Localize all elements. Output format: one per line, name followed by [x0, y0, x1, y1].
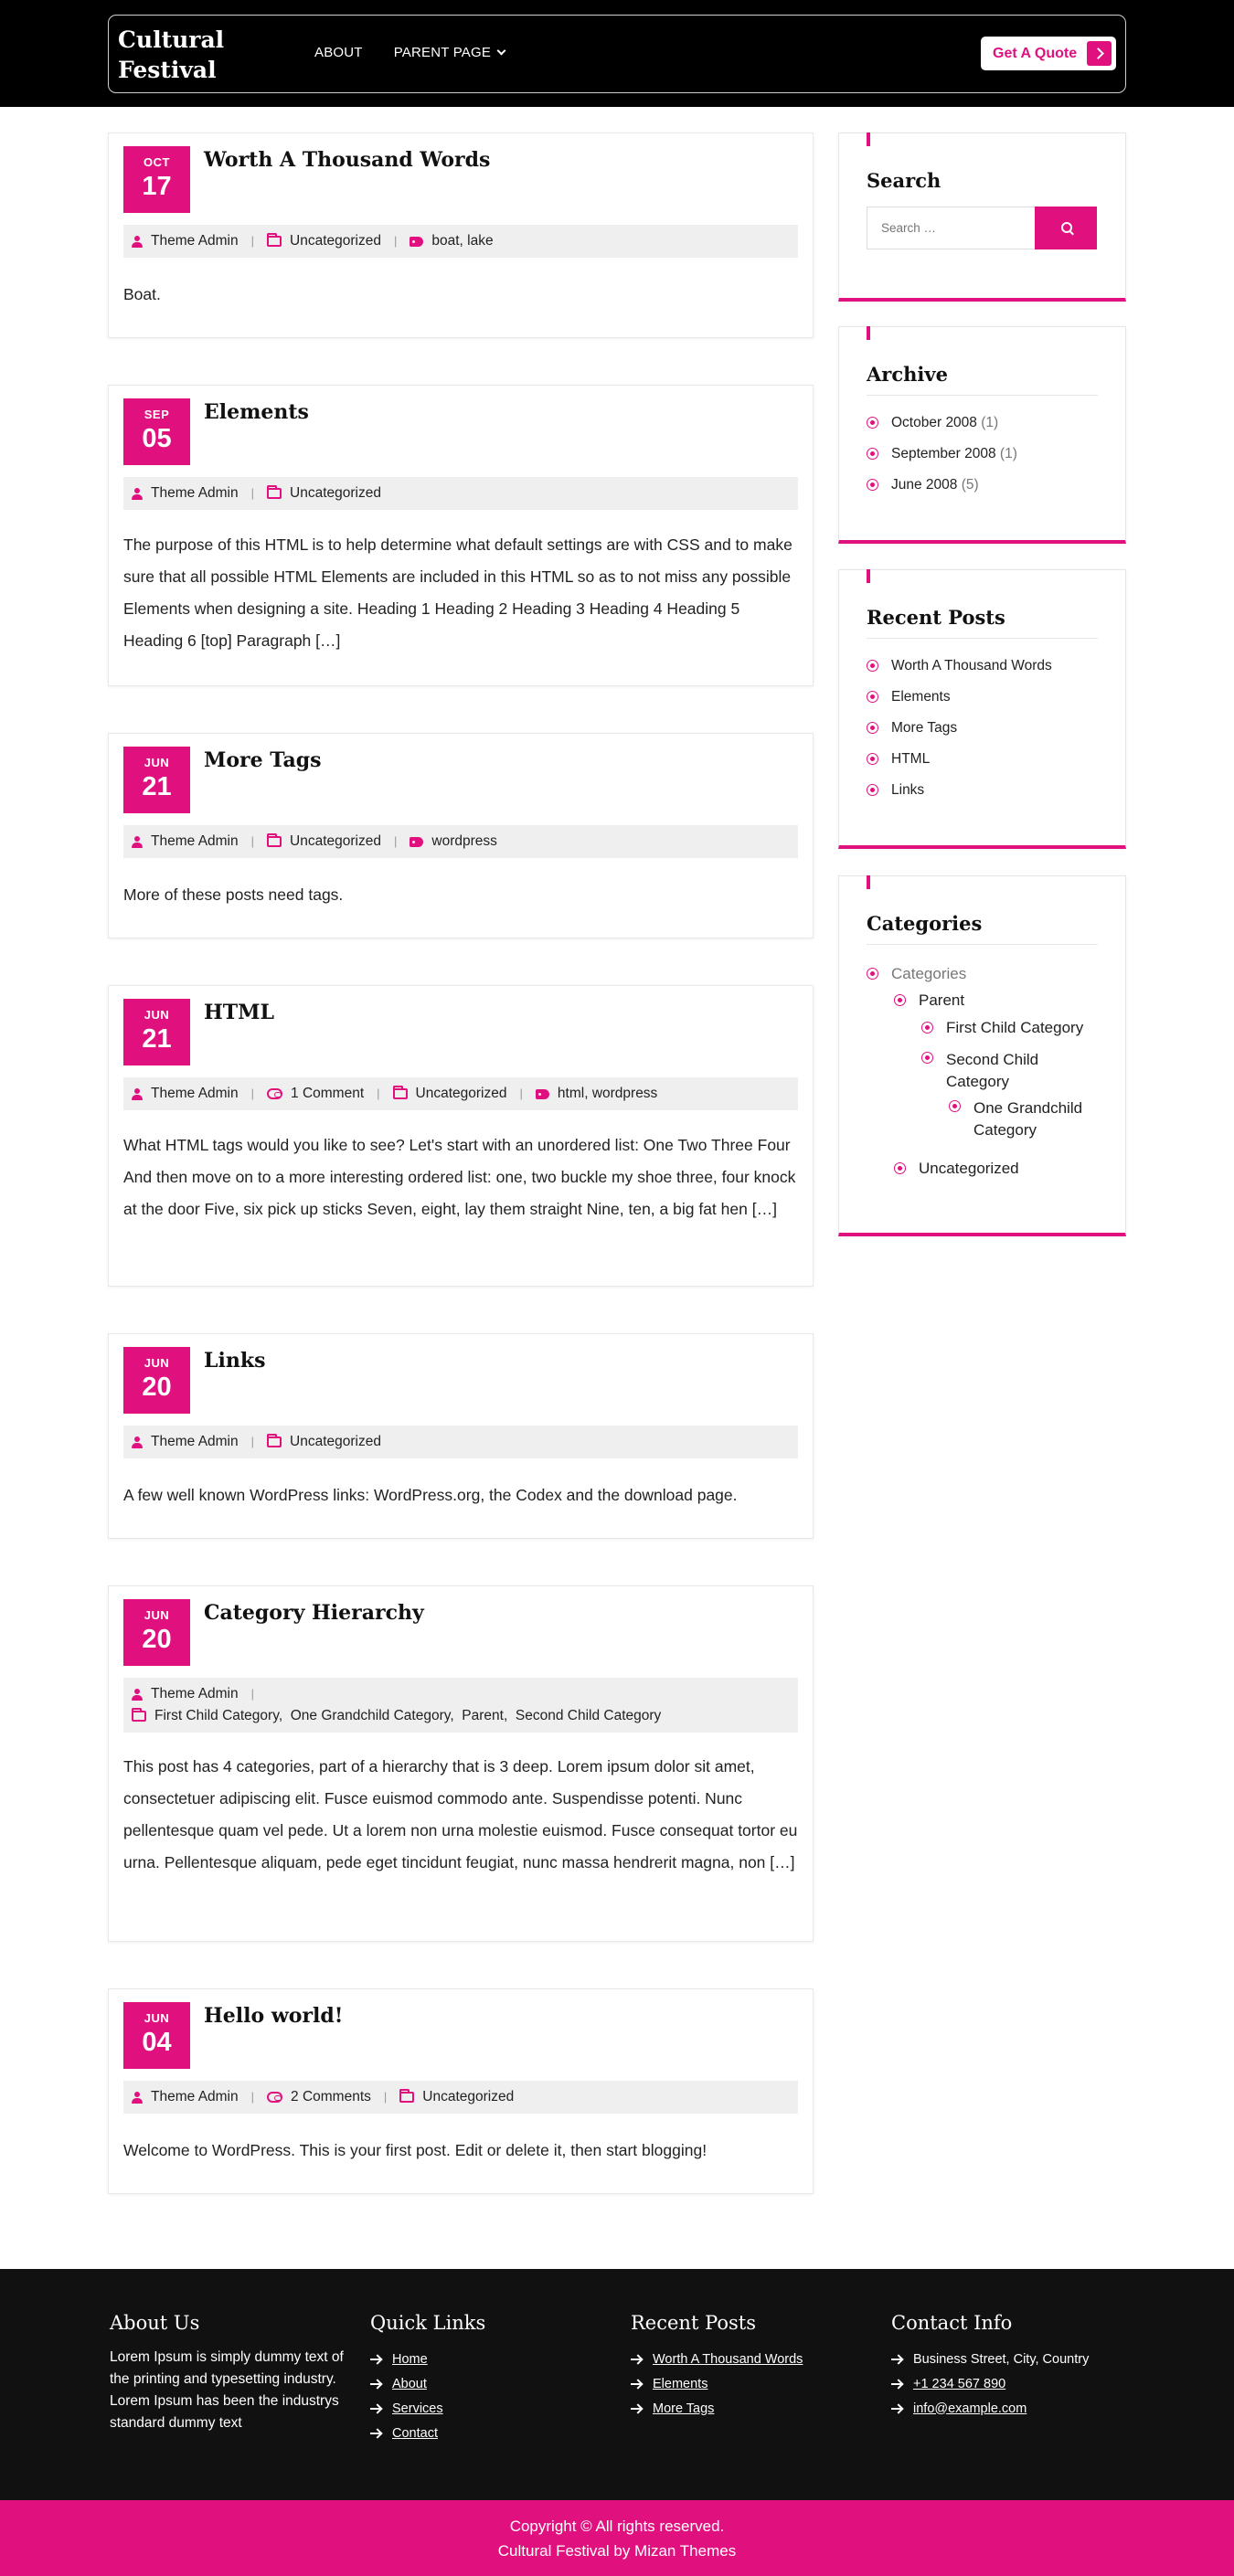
post-category[interactable]: Uncategorized: [422, 2089, 515, 2104]
category-link[interactable]: One Grandchild Category: [973, 1099, 1083, 1139]
category-item[interactable]: [867, 965, 966, 983]
post-title[interactable]: Worth A Thousand Words: [204, 148, 491, 172]
category-item[interactable]: [921, 1049, 1077, 1093]
post-title[interactable]: Links: [204, 1349, 266, 1373]
footer-link-about[interactable]: About: [392, 2376, 427, 2391]
post-date-badge: [123, 2002, 190, 2069]
search-form: [867, 207, 1098, 249]
post-date-badge: [123, 1347, 190, 1414]
folder-icon: [267, 236, 282, 247]
category-link[interactable]: Second Child Category: [946, 1051, 1039, 1090]
bullet-icon: [867, 722, 878, 734]
post-tag[interactable]: html: [557, 1086, 585, 1101]
meta-separator: |: [250, 2090, 255, 2104]
footer-link-item: [631, 2396, 803, 2421]
list-item[interactable]: [867, 719, 1098, 737]
footer-email-link[interactable]: info@example.com: [913, 2401, 1027, 2416]
post-excerpt: Boat.: [123, 285, 161, 303]
categories-widget: [838, 875, 1126, 1236]
arrow-right-icon: [370, 2408, 381, 2410]
footer-link-item: [370, 2396, 485, 2421]
widget-title: Archive: [867, 363, 1098, 396]
post-title[interactable]: More Tags: [204, 748, 322, 772]
post-tag[interactable]: wordpress: [431, 833, 497, 849]
post-month: JUN: [144, 1356, 170, 1370]
arrow-right-icon: [370, 2433, 381, 2434]
footer-recent-link[interactable]: Elements: [653, 2376, 708, 2391]
nav-item-parent-page[interactable]: [394, 45, 505, 60]
footer-link-item: [631, 2347, 803, 2371]
post-date-badge: [123, 999, 190, 1065]
folder-icon: [132, 1711, 146, 1722]
list-item[interactable]: [867, 476, 1098, 494]
post-author[interactable]: Theme Admin: [151, 2089, 239, 2104]
archive-count: (1): [999, 446, 1017, 461]
tag-icon: [410, 837, 423, 847]
category-item[interactable]: [894, 1160, 1019, 1178]
get-a-quote-button[interactable]: [981, 37, 1116, 70]
post-month: JUN: [144, 1608, 170, 1622]
post-title[interactable]: Hello world!: [204, 2004, 344, 2028]
post-day: 04: [142, 2028, 172, 2057]
post-category[interactable]: Uncategorized: [290, 485, 381, 501]
archive-link[interactable]: October 2008: [891, 415, 977, 430]
post-category[interactable]: Second Child Category: [515, 1708, 662, 1723]
arrow-right-icon: [631, 2383, 642, 2385]
post-card: [108, 985, 814, 1287]
widget-title: Categories: [867, 912, 1098, 945]
bullet-icon: [894, 1162, 906, 1174]
footer-contact-info: [891, 2312, 1089, 2421]
archive-widget: [838, 326, 1126, 544]
user-icon: [132, 2092, 143, 2104]
footer-about: [110, 2312, 352, 2434]
post-comments[interactable]: 2 Comments: [291, 2089, 371, 2104]
list-item[interactable]: [867, 414, 1098, 432]
bullet-icon: [921, 1052, 933, 1064]
footer-link-item: [370, 2421, 485, 2445]
post-category[interactable]: Uncategorized: [290, 1434, 381, 1449]
post-date-badge: [123, 747, 190, 813]
post-excerpt: Welcome to WordPress. This is your first post. Edit or delete it, then start blogging!: [123, 2141, 707, 2159]
meta-separator: |: [250, 1435, 255, 1448]
post-meta: Theme Admin | First Child Category, One Grandchild Category, Parent, Second Child Category: [123, 1678, 798, 1733]
bullet-icon: [867, 448, 878, 460]
meta-separator: |: [519, 1087, 523, 1100]
post-card: [108, 385, 814, 686]
post-category[interactable]: Uncategorized: [290, 233, 381, 249]
folder-icon: [393, 1088, 408, 1099]
post-day: 20: [142, 1373, 172, 1402]
arrow-right-icon: [891, 2359, 902, 2360]
archive-link[interactable]: September 2008: [891, 446, 996, 461]
footer-heading: Recent Posts: [631, 2312, 756, 2334]
footer-recent-link[interactable]: More Tags: [653, 2401, 715, 2416]
recent-post-link[interactable]: Worth A Thousand Words: [891, 658, 1052, 673]
footer-phone-link[interactable]: +1 234 567 890: [913, 2376, 1006, 2391]
post-author[interactable]: Theme Admin: [151, 1434, 239, 1449]
main-nav: [314, 45, 505, 60]
post-card: [108, 1988, 814, 2194]
arrow-right-icon: [370, 2383, 381, 2385]
bullet-icon: [921, 1022, 933, 1034]
bullet-icon: [949, 1100, 961, 1112]
post-category[interactable]: Parent: [462, 1708, 504, 1723]
folder-icon: [267, 836, 282, 847]
nav-item-label: PARENT PAGE: [393, 45, 492, 60]
footer-about-text: Lorem Ipsum is simply dummy text of the printing and typesetting industry. Lorem Ipsum has been the industrys standard dummy text: [110, 2349, 344, 2431]
copyright-bar: [0, 2500, 1234, 2576]
meta-separator: |: [250, 1087, 255, 1100]
footer-quick-links: [370, 2312, 485, 2445]
footer-link-item: [370, 2371, 485, 2396]
post-day: 21: [142, 1024, 172, 1054]
post-category[interactable]: Uncategorized: [415, 1086, 507, 1101]
theme-credit[interactable]: Cultural Festival by Mizan Themes: [497, 2542, 737, 2560]
recent-post-link[interactable]: HTML: [891, 751, 931, 767]
post-category[interactable]: Uncategorized: [290, 833, 381, 849]
category-link[interactable]: Uncategorized: [919, 1160, 1019, 1177]
header-box: [108, 15, 1126, 93]
meta-separator: |: [250, 1687, 255, 1701]
comments-icon: [267, 1088, 282, 1099]
post-excerpt: What HTML tags would you like to see? Let's start with an unordered list: One Two Three Four And then move on to a more interesting ordered list: one, two buckle my shoe three, four knock at the door Five, six pick up sticks Seven, eight, lay them straight Nine, ten, a big fat hen […]: [123, 1136, 796, 1218]
post-date-badge: [123, 146, 190, 213]
footer-contact-item: [891, 2371, 1089, 2396]
bullet-icon: [894, 994, 906, 1006]
bullet-icon: [867, 968, 878, 980]
meta-separator: |: [393, 234, 398, 248]
site-header: [0, 0, 1234, 107]
post-meta: [123, 1426, 798, 1458]
tag-icon: [536, 1089, 549, 1099]
meta-separator: |: [377, 1087, 380, 1100]
post-author[interactable]: Theme Admin: [151, 1086, 239, 1101]
footer-recent-link[interactable]: Worth A Thousand Words: [653, 2351, 803, 2367]
nav-item-label: ABOUT: [314, 45, 363, 60]
post-title[interactable]: Elements: [204, 400, 309, 424]
post-author[interactable]: Theme Admin: [151, 485, 239, 501]
post-meta: Theme Admin | 1 Comment | Uncategorized | html, wordpress: [123, 1077, 798, 1110]
post-author[interactable]: Theme Admin: [151, 833, 239, 849]
meta-separator: |: [250, 234, 255, 248]
archive-link[interactable]: June 2008: [891, 477, 958, 493]
user-icon: [132, 488, 143, 500]
category-link[interactable]: First Child Category: [946, 1019, 1084, 1036]
recent-post-link[interactable]: Elements: [891, 689, 951, 705]
footer-contact-item: [891, 2396, 1089, 2421]
post-category[interactable]: One Grandchild Category: [290, 1708, 451, 1723]
post-card: [108, 133, 814, 338]
user-icon: [132, 1088, 143, 1100]
footer-contact-item: [891, 2347, 1089, 2371]
post-author[interactable]: Theme Admin: [151, 233, 239, 249]
post-day: 17: [142, 172, 172, 201]
post-title[interactable]: Category Hierarchy: [204, 1601, 424, 1625]
widget-title: Search: [867, 169, 941, 192]
category-link[interactable]: Parent: [919, 991, 965, 1009]
footer-heading: About Us: [110, 2312, 200, 2334]
tag-icon: [410, 237, 423, 247]
post-meta: [123, 2081, 798, 2114]
post-month: JUN: [144, 756, 170, 769]
archive-count: (5): [961, 477, 979, 493]
post-meta: [123, 825, 798, 858]
category-item[interactable]: [921, 1019, 1083, 1037]
post-meta: Theme Admin | Uncategorized | boat, lake: [123, 225, 798, 258]
post-tag[interactable]: lake: [467, 233, 494, 249]
recent-post-link[interactable]: More Tags: [891, 720, 958, 736]
bullet-icon: [867, 479, 878, 491]
list-item[interactable]: [867, 445, 1098, 463]
meta-separator: |: [393, 834, 398, 848]
copyright-text: Copyright © All rights reserved.: [509, 2518, 725, 2535]
bullet-icon: [867, 691, 878, 703]
meta-separator: |: [383, 2090, 388, 2104]
site-footer: [0, 2269, 1234, 2500]
bullet-icon: [867, 417, 878, 429]
post-card: [108, 733, 814, 938]
list-item[interactable]: [867, 688, 1098, 706]
footer-recent-posts: [631, 2312, 803, 2421]
main-content: [0, 107, 1234, 2269]
folder-icon: [399, 2092, 414, 2103]
post-excerpt: The purpose of this HTML is to help determine what default settings are with CSS and to make sure that all possible HTML Elements are included in this HTML so as to not miss any possible Elements when designing a site. Heading 1 Heading 2 Heading 3 Heading 4 Heading 5 Heading 6 [top] Paragraph […]: [123, 535, 793, 650]
post-card: [108, 1333, 814, 1539]
post-day: 20: [142, 1625, 172, 1654]
category-item[interactable]: [894, 991, 964, 1010]
comments-icon: [267, 2092, 282, 2103]
chevron-down-icon: [497, 47, 506, 56]
arrow-right-icon: [370, 2359, 381, 2360]
bullet-icon: [867, 753, 878, 765]
footer-heading: Quick Links: [370, 2312, 486, 2334]
post-day: 05: [142, 424, 172, 453]
archive-list: [867, 414, 1098, 494]
post-excerpt: This post has 4 categories, part of a hierarchy that is 3 deep. Lorem ipsum dolor sit amet, consectetuer adipiscing elit. Fusce euismod commodo ante. Suspendisse potenti. Nunc pellentesque quam vel pede. Ut a lorem non urna molestie euismod. Fusce consequat tortor eu urna. Pellentesque aliquam, pede eget tincidunt feugiat, nunc massa hendrerit magna, non […]: [123, 1757, 798, 1871]
user-icon: [132, 1436, 143, 1448]
list-item[interactable]: [867, 657, 1098, 675]
folder-icon: [267, 488, 282, 499]
post-month: OCT: [144, 155, 170, 169]
post-excerpt: More of these posts need tags.: [123, 885, 344, 904]
site-brand[interactable]: Cultural Festival: [118, 27, 225, 83]
bullet-icon: [867, 784, 878, 796]
recent-post-link[interactable]: Links: [891, 782, 925, 798]
footer-link-item: [370, 2347, 485, 2371]
meta-separator: |: [250, 834, 255, 848]
footer-link-home[interactable]: Home: [392, 2351, 428, 2367]
search-button[interactable]: [1035, 207, 1097, 249]
footer-link-services[interactable]: Services: [392, 2401, 443, 2416]
post-month: JUN: [144, 2011, 170, 2025]
footer-heading: Contact Info: [891, 2312, 1013, 2334]
post-title[interactable]: HTML: [204, 1001, 274, 1024]
widget-title: Recent Posts: [867, 606, 1098, 639]
list-item[interactable]: [867, 781, 1098, 800]
post-date-badge: [123, 1599, 190, 1666]
arrow-right-icon: [891, 2383, 902, 2385]
search-input[interactable]: [867, 207, 1035, 249]
meta-separator: |: [250, 486, 255, 500]
post-meta: [123, 477, 798, 510]
post-card: [108, 1585, 814, 1942]
post-comments[interactable]: 1 Comment: [291, 1086, 365, 1101]
list-item[interactable]: [867, 750, 1098, 769]
get-a-quote-label: Get A Quote: [993, 45, 1078, 61]
recent-posts-widget: [838, 569, 1126, 849]
category-item[interactable]: [949, 1097, 1086, 1141]
post-month: JUN: [144, 1008, 170, 1022]
footer-link-item: [631, 2371, 803, 2396]
post-date-badge: [123, 398, 190, 465]
folder-icon: [267, 1436, 282, 1447]
category-link[interactable]: Categories: [891, 965, 967, 982]
post-day: 21: [142, 772, 172, 801]
chevron-right-icon: [1087, 41, 1112, 66]
post-category[interactable]: First Child Category: [154, 1708, 279, 1723]
bullet-icon: [867, 660, 878, 672]
post-excerpt: A few well known WordPress links: WordPress.org, the Codex and the download page.: [123, 1486, 738, 1504]
arrow-right-icon: [631, 2408, 642, 2410]
recent-posts-list: [867, 657, 1098, 800]
search-widget: [838, 133, 1126, 302]
post-tag[interactable]: wordpress: [591, 1086, 658, 1101]
archive-count: (1): [981, 415, 999, 430]
post-month: SEP: [144, 408, 170, 421]
post-tag[interactable]: boat: [431, 233, 460, 249]
nav-item-about[interactable]: [314, 45, 363, 60]
user-icon: [132, 836, 143, 848]
user-icon: [132, 1689, 143, 1701]
arrow-right-icon: [891, 2408, 902, 2410]
footer-address: Business Street, City, Country: [913, 2351, 1090, 2367]
footer-link-contact[interactable]: Contact: [392, 2425, 438, 2441]
post-author[interactable]: Theme Admin: [151, 1686, 239, 1701]
user-icon: [132, 236, 143, 248]
arrow-right-icon: [631, 2359, 642, 2360]
